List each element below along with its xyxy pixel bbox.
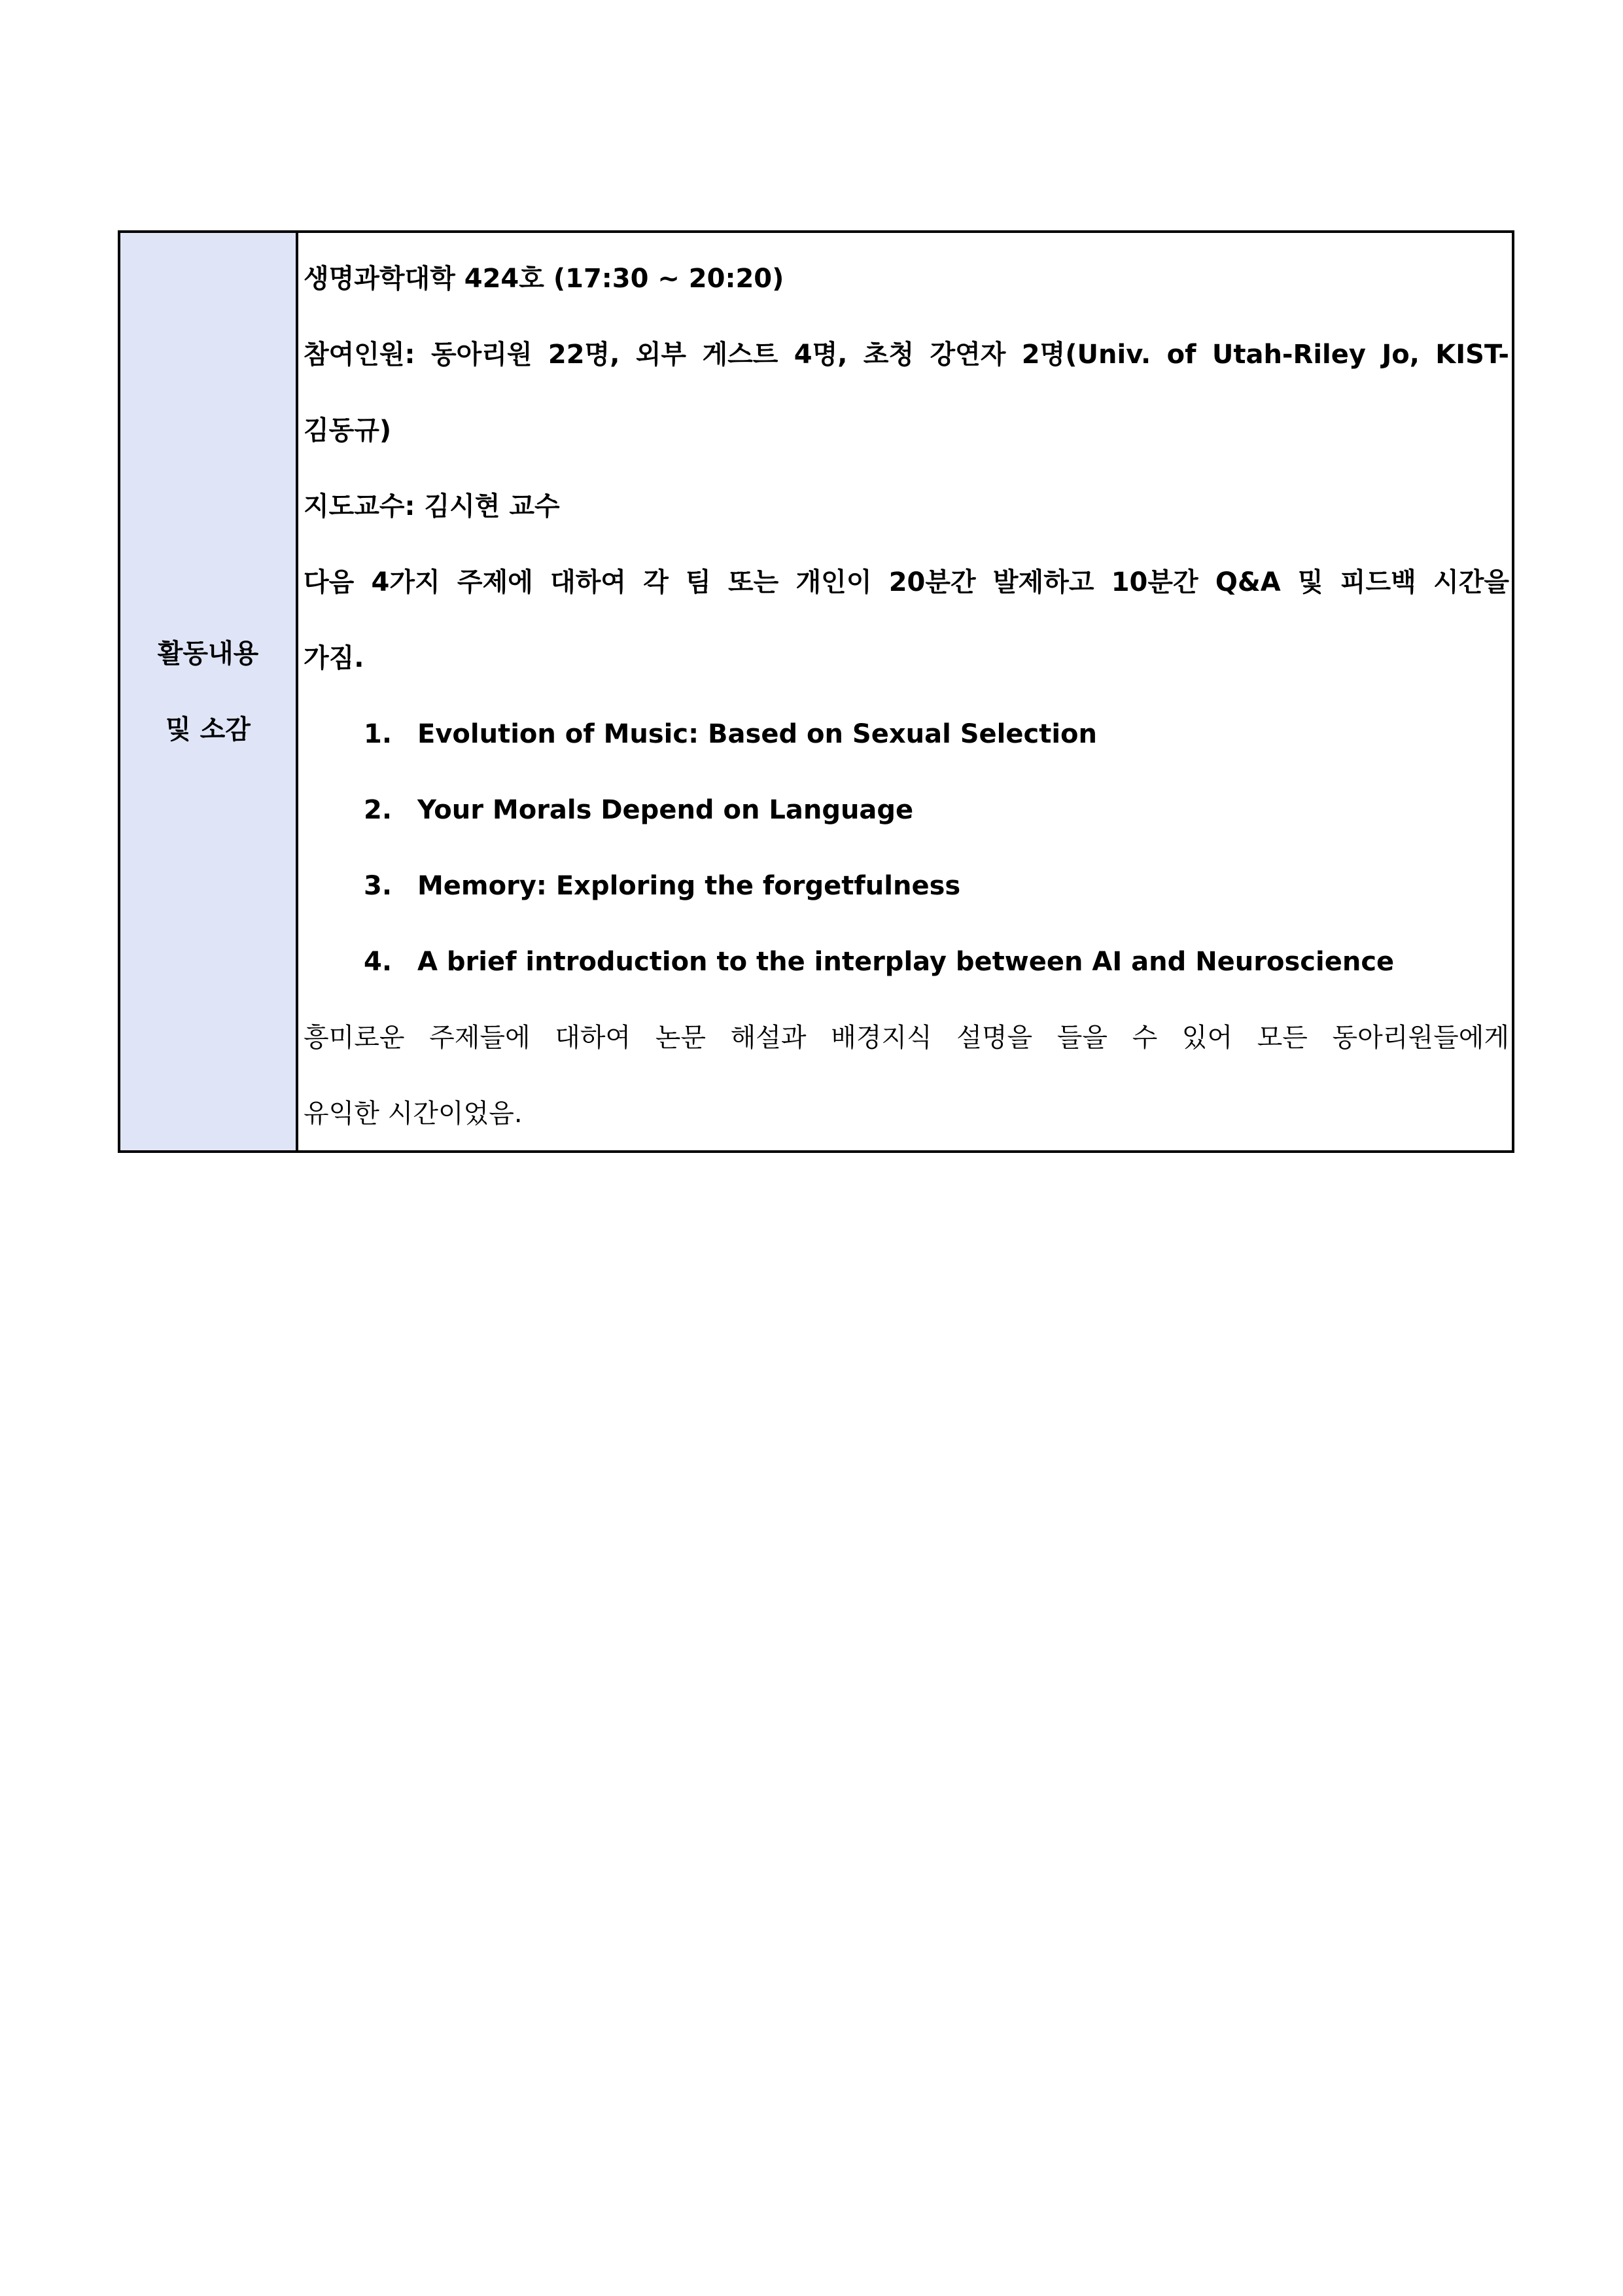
activity-report-table — [118, 230, 1514, 1153]
topic-title: Evolution of Music: Based on Sexual Selection — [417, 719, 1098, 749]
topic-title: A brief introduction to the interplay between AI and Neuroscience — [417, 947, 1395, 977]
professor-text: 지도교수: 김시현 교수 — [304, 491, 560, 521]
activity-label-cell — [120, 233, 298, 1150]
topic-item — [304, 924, 1512, 1000]
participants-text-line-2: 김동규) — [304, 415, 392, 446]
activity-content-cell — [298, 233, 1512, 1150]
topic-list — [304, 696, 1512, 1000]
reflection-text-line-1: 흥미로운 주제들에 대하여 논문 해설과 배경지식 설명을 들을 수 있어 모든 동아리원들에게 — [304, 1023, 1509, 1053]
label-line-1: 활동내용 — [157, 639, 259, 669]
reflection-text-line-2: 유익한 시간이었음. — [304, 1099, 523, 1129]
topic-item — [304, 848, 1512, 924]
description-text-line-2: 가짐. — [304, 643, 364, 673]
location-text: 생명과학대학 424호 (17:30 ~ 20:20) — [304, 264, 784, 294]
topic-number: 4. — [364, 947, 393, 977]
topic-number: 2. — [364, 795, 393, 825]
topic-title: Your Morals Depend on Language — [417, 795, 914, 825]
label-line-2: 및 소감 — [166, 715, 251, 745]
description-text-line-1: 다음 4가지 주제에 대하여 각 팀 또는 개인이 20분간 발제하고 10분간 Q&A 및 피드백 시간을 — [304, 567, 1509, 597]
topic-number: 3. — [364, 871, 393, 901]
topic-title: Memory: Exploring the forgetfulness — [417, 871, 961, 901]
topic-item — [304, 696, 1512, 772]
topic-number: 1. — [364, 719, 393, 749]
topic-item — [304, 772, 1512, 848]
participants-text-line-1: 참여인원: 동아리원 22명, 외부 게스트 4명, 초청 강연자 2명(Univ. of Utah-Riley Jo, KIST- — [304, 340, 1509, 370]
